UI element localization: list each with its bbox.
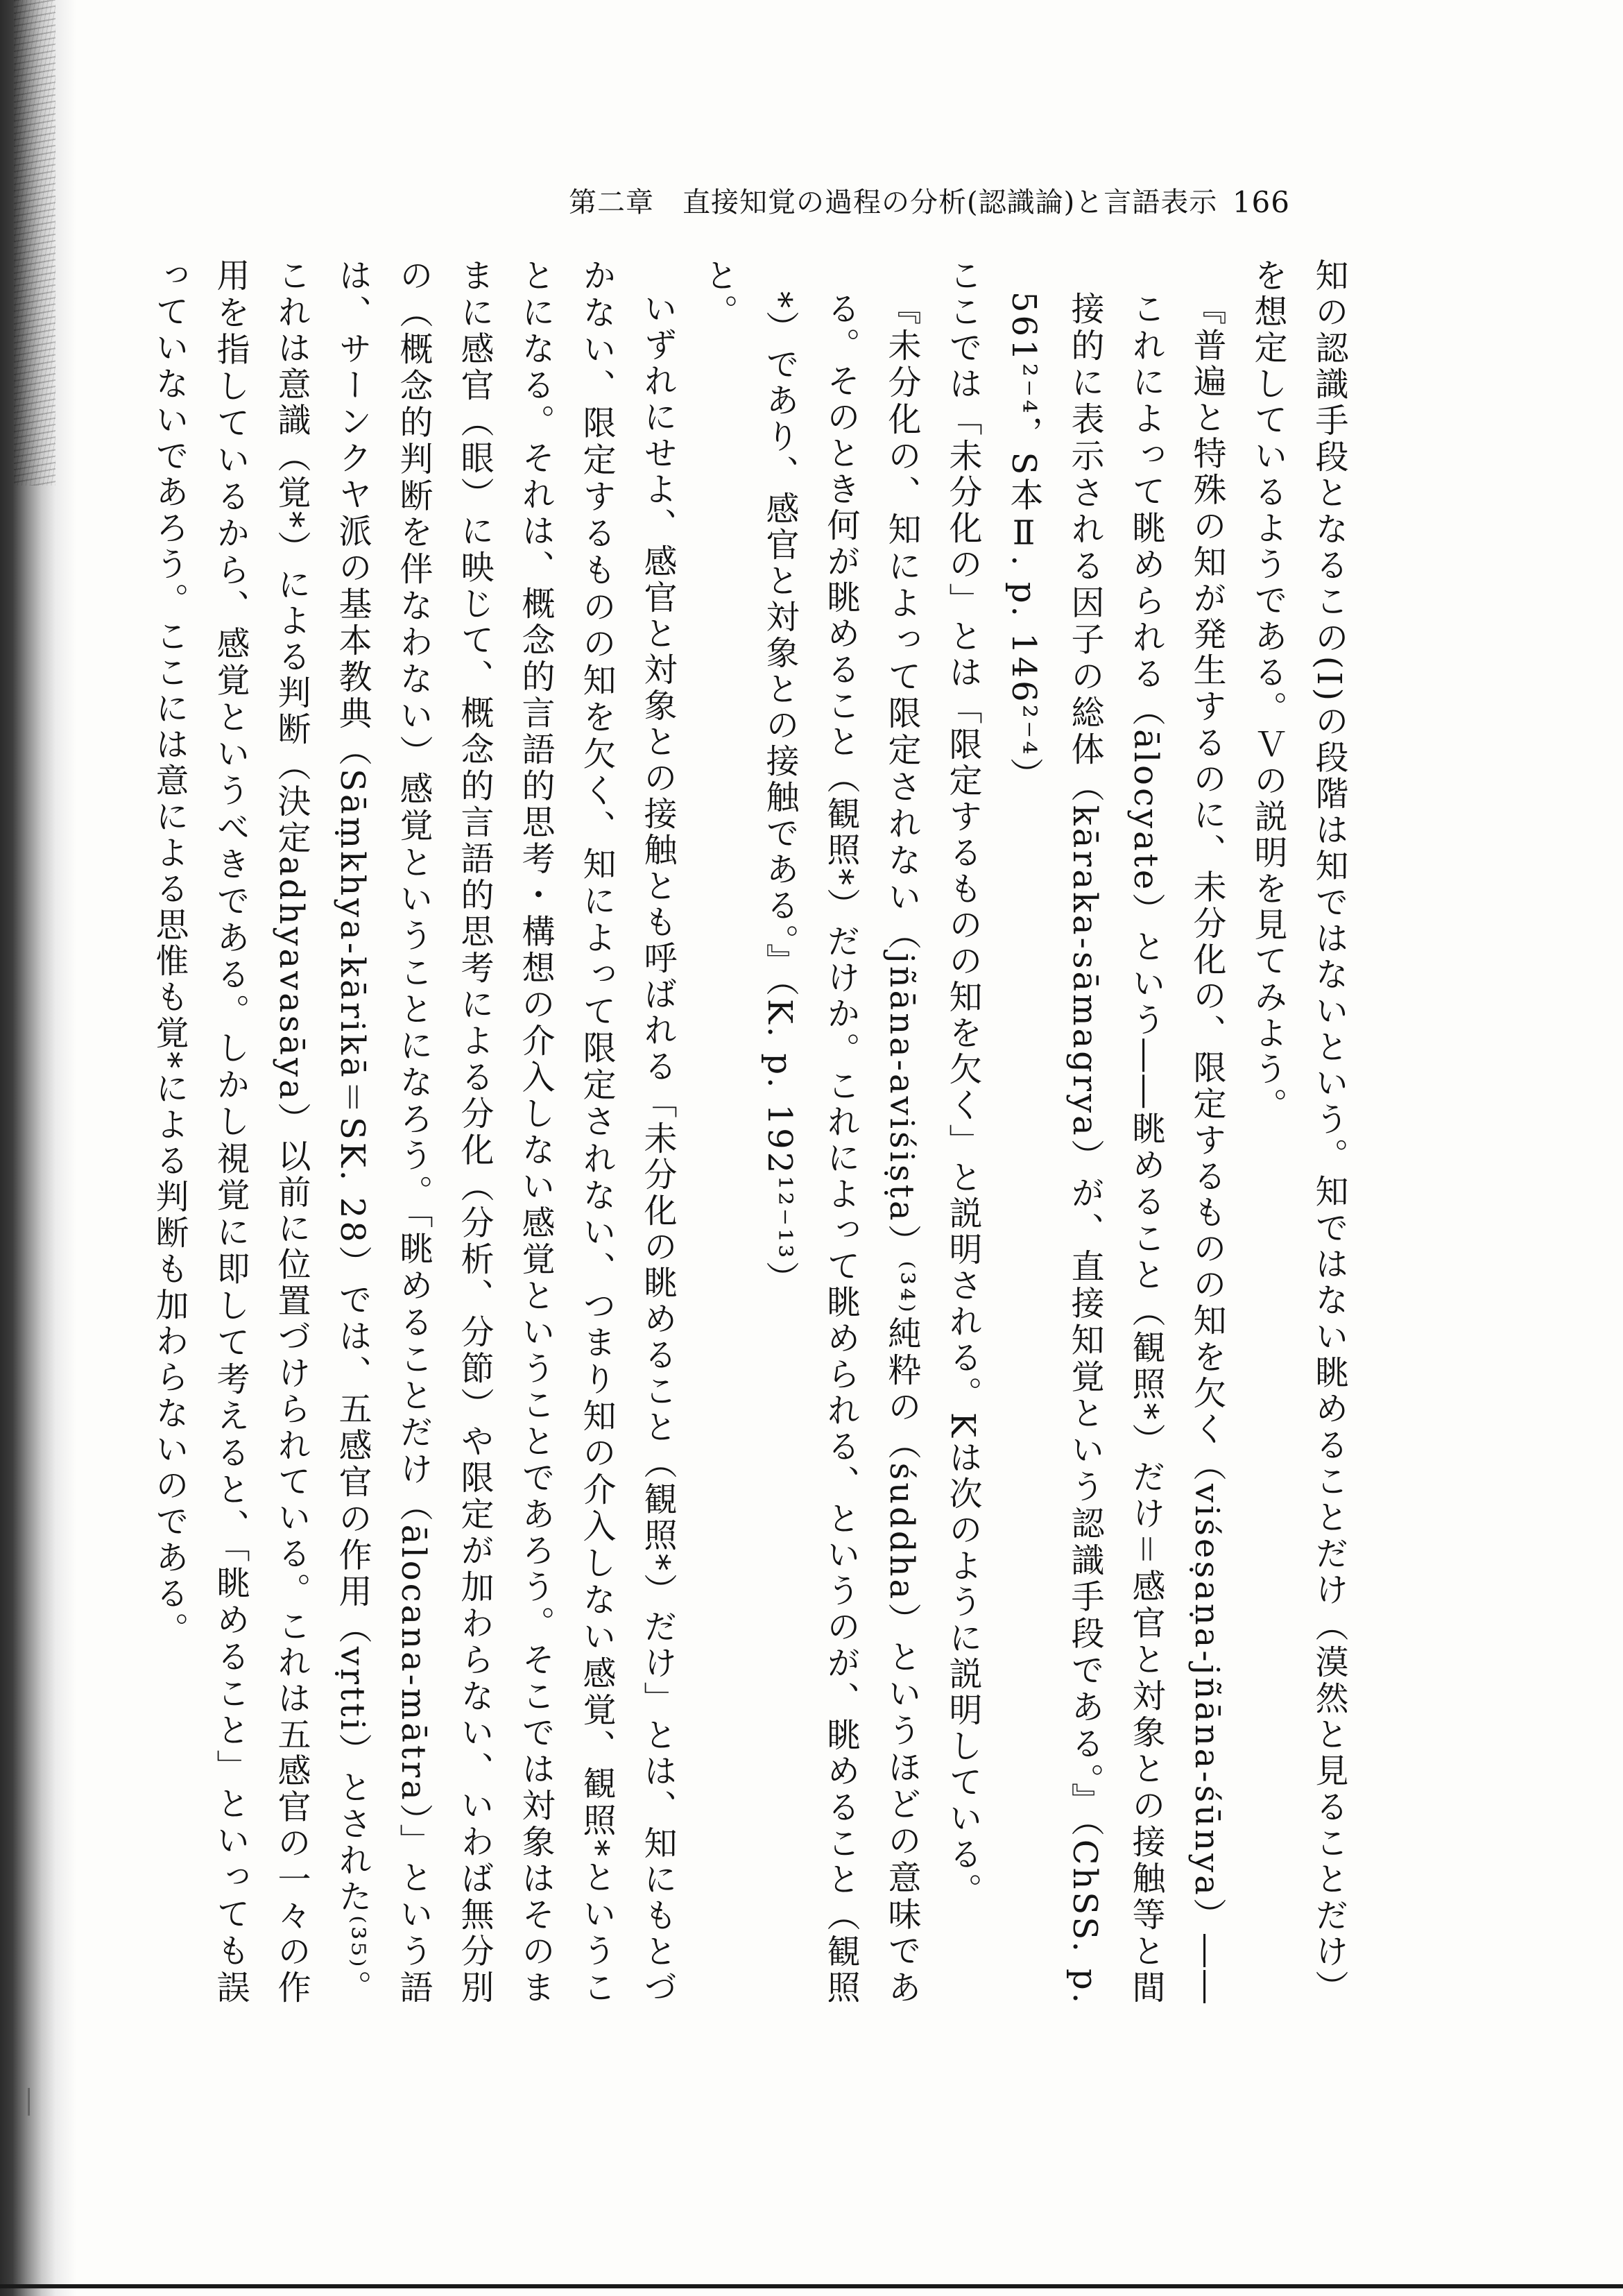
body-text bbox=[150, 258, 1359, 2006]
quotation-k: 『未分化の、知によって限定されない（jñāna-aviśiṣṭa）⁽³⁴⁾純粋の（śuddha）というほどの意味である。そのとき何が眺めること（観照*）だけか。これによって眺められる、というのが、眺めること（観照*）であり、感官と対象との接触である。』（K. p. 192¹²⁻¹³） bbox=[760, 291, 921, 2006]
chapter-title: 第二章 直接知覚の過程の分析(認識論)と言語表示 bbox=[569, 187, 1218, 219]
paragraph-opening: 知の認識手段となるこの(I)の段階は知ではないという。知ではない眺めることだけ（漠然と見ることだけ）を想定しているようである。Ｖの説明を見てみよう。 bbox=[1248, 258, 1348, 2006]
page-number: 166 bbox=[1232, 185, 1290, 219]
page-bottom-edge bbox=[0, 2284, 1623, 2288]
quotation-v: 『普遍と特殊の知が発生するのに、未分化の、限定するものの知を欠く（viśeṣaṇa-jñāna-śūnya）――これによって眺められる（ālocyate）という――眺めること（観照*）だけ＝感官と対象との接触等と間接的に表示される因子の総体（kāraka-sāmagrya）が、直接知覚という認識手段である。』（ChSS. p. 561²⁻⁴，S本Ⅱ. p. 146²⁻⁴） bbox=[1004, 291, 1226, 2006]
paragraph-discussion: いずれにせよ、感官と対象との接触とも呼ばれる「未分化の眺めること（観照*）だけ」とは、知にもとづかない、限定するものの知を欠く、知によって限定されない、つまり知の介入しない感覚、観照*ということになる。それは、概念的言語的思考・構想の介入しない感覚ということであろう。そこでは対象はそのままに感官（眼）に映じて、概念的言語的思考による分化（分析、分節）や限定が加わらない、いわば無分別の（概念的判断を伴なわない）感覚ということになろう。「眺めることだけ（ālocana-mātra）」という語は、サーンクヤ派の基本教典（Sāṃkhya-kārikā＝SK. 28）では、五感官の作用（vṛtti）とされた⁽³⁵⁾。これは意識（覚*）による判断（決定adhyavasāya）以前に位置づけられている。これは五感官の一々の作用を指しているから、感覚というべきである。しかし視覚に即して考えると、「眺めること」といっても誤っていないであろう。ここには意による思惟も覚*による判断も加わらないのである。 bbox=[150, 258, 677, 2006]
binding-speckle bbox=[14, 0, 55, 486]
stray-mark bbox=[28, 2088, 30, 2116]
running-head bbox=[569, 182, 1290, 223]
paragraph-explanation: ここでは「未分化の」とは「限定するものの知を欠く」と説明される。Kは次のように説明している。 bbox=[943, 258, 982, 1909]
paragraph-to: と。 bbox=[699, 258, 738, 330]
